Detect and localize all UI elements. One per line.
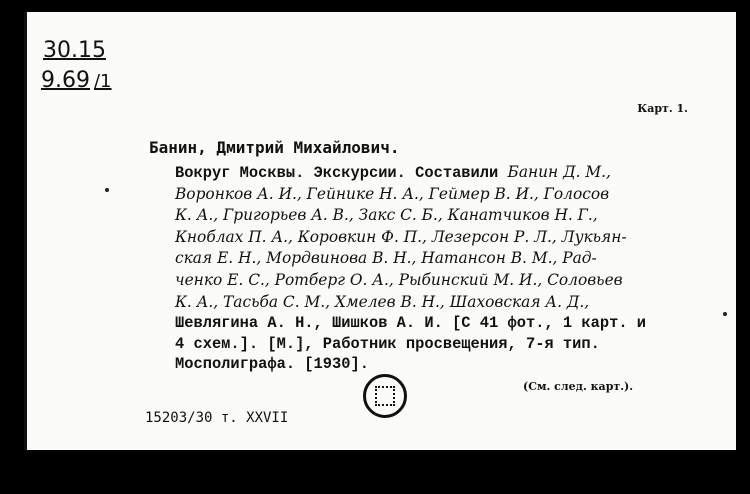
- compiler-first: Банин Д. М.,: [507, 163, 611, 181]
- stamp-center-mark: [375, 386, 395, 406]
- body-line-6: ченко Е. С., Ротберг О. А., Рыбинский М. И., Соловьев: [175, 270, 623, 289]
- scan-border-bottom: [0, 450, 750, 494]
- shelf-mark-line1: 30.15: [43, 38, 106, 63]
- library-stamp-icon: [363, 374, 407, 418]
- body-line-10: Мосполиграфа. [1930].: [175, 355, 369, 374]
- shelf-mark-suffix: /1: [93, 71, 112, 92]
- author-heading: Банин, Дмитрий Михайлович.: [149, 138, 400, 157]
- catalog-card: [24, 12, 736, 450]
- body-line-5: ская Е. Н., Мордвинова В. Н., Натансон В. М., Рад-: [175, 249, 597, 268]
- body-line-2: Воронков А. И., Гейнике Н. А., Геймер В. И., Голосов: [175, 184, 610, 203]
- body-line-8: Шевлягина А. Н., Шишков А. И. [С 41 фот., 1 карт. и: [175, 314, 647, 333]
- bibliographic-description: [153, 162, 713, 375]
- body-line-3: К. А., Григорьев А. В., Закс С. Б., Канатчиков Н. Г.,: [175, 206, 598, 225]
- see-next-card-note: (См. след. карт.).: [523, 380, 634, 393]
- shelf-mark-number: 9.69: [41, 68, 90, 93]
- body-line-9: 4 схем.]. [М.], Работник просвещения, 7-я тип.: [175, 334, 600, 353]
- shelf-mark-line2: [41, 70, 112, 92]
- print-code: 15203/30 т. XXVII: [145, 410, 289, 426]
- body-line-7: К. А., Тасьба С. М., Хмелев В. Н., Шаховская А. Д.,: [175, 292, 590, 311]
- dust-speck: [723, 312, 727, 316]
- body-line-4: Кноблах П. А., Коровкин Ф. П., Лезерсон Р. Л., Лукьян-: [175, 227, 627, 246]
- card-number: Карт. 1.: [637, 102, 688, 115]
- body-line-1: Вокруг Москвы. Экскурсии. Составили Банин Д. М.,: [175, 163, 611, 182]
- dust-speck: [105, 188, 109, 192]
